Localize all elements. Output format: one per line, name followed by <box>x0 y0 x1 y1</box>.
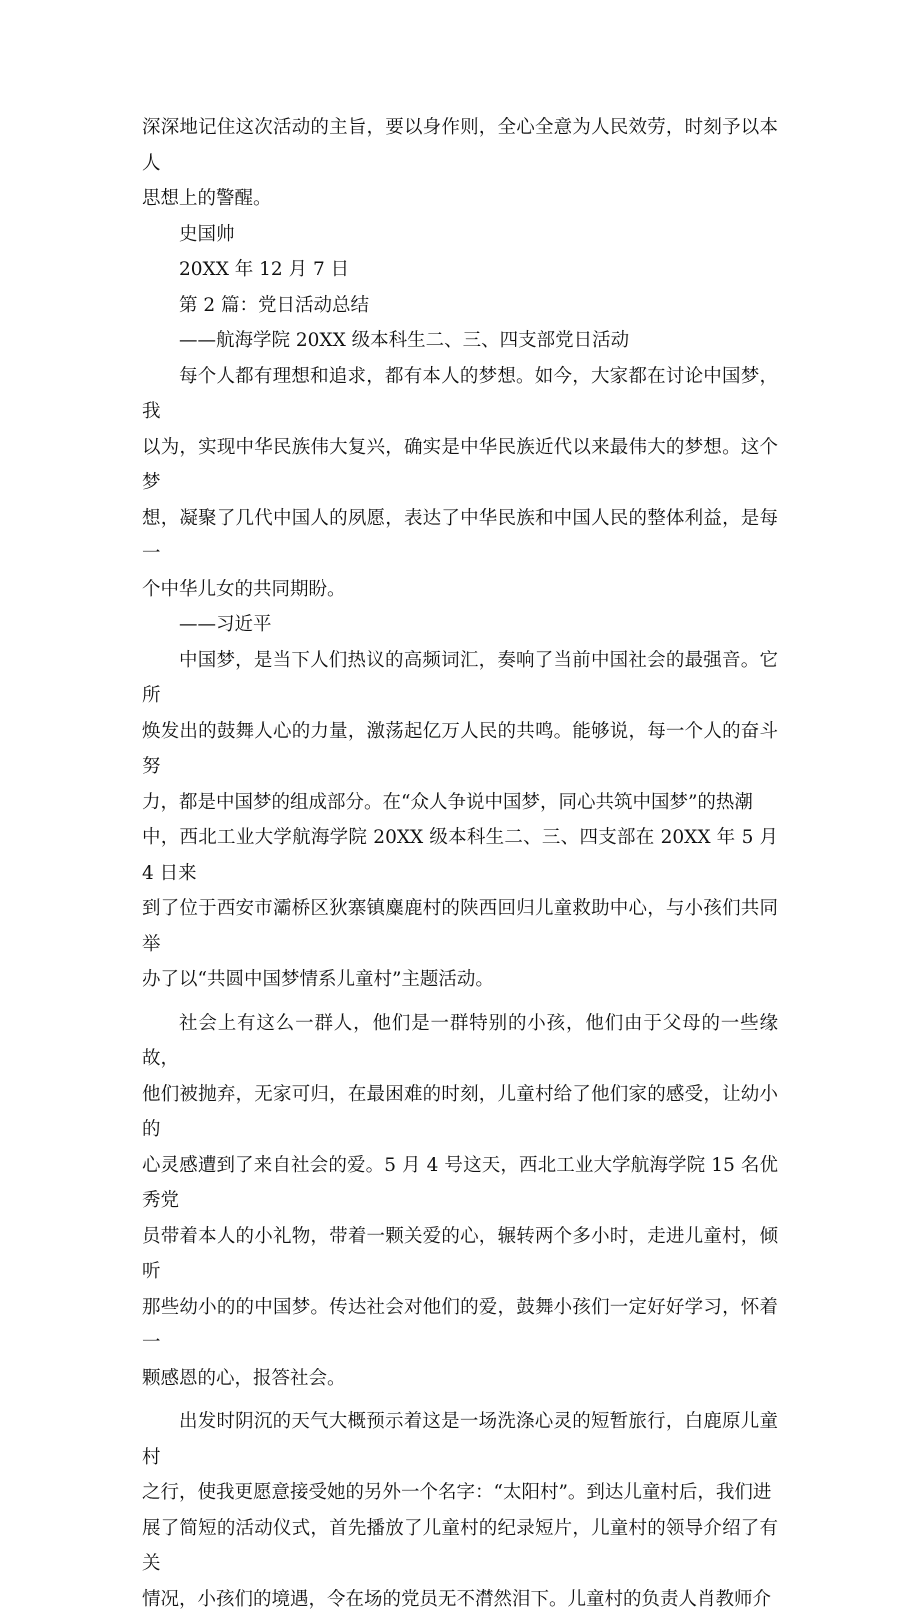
paragraph-gap <box>142 1396 778 1404</box>
paragraph-gap <box>142 998 778 1006</box>
paragraph-quote: 每个人都有理想和追求，都有本人的梦想。如今，大家都在讨论中国梦，我 以为，实现中华民族伟大复兴，确实是中华民族近代以来最伟大的梦想。这个梦 想，凝聚了几代中国人的夙愿，表达了中华民族和中国人民的整体利益，是每一 个中华儿女的共同期盼。 <box>142 365 778 600</box>
quote-author: ——习近平 <box>179 614 272 635</box>
paragraph-society: 社会上有这么一群人，他们是一群特别的小孩，他们由于父母的一些缘故， 他们被抛弃，无家可归，在最困难的时刻，儿童村给了他们家的感受，让幼小的 心灵感遭到了来自社会的爱。5 月 4 号这天，西北工业大学航海学院 15 名优秀党 员带着本人的小礼物，带着一颗关爱的心，辗转两个多小时，走进儿童村，倾听 那些幼小的的中国梦。传达社会对他们的爱，鼓舞小孩们一定好好学习，怀着一 颗感恩的心，报答社会。 <box>142 1012 778 1389</box>
section-title: 第 2 篇：党日活动总结 <box>179 294 370 316</box>
signature-name: 史国帅 <box>179 223 235 245</box>
document-page <box>142 110 778 1617</box>
paragraph-china-dream: 中国梦，是当下人们热议的高频词汇，奏响了当前中国社会的最强音。它所 焕发出的鼓舞人心的力量，激荡起亿万人民的共鸣。能够说，每一个人的奋斗努 力，都是中国梦的组成部分。在“众人争说中国梦，同心共筑中国梦”的热潮 中，西北工业大学航海学院 20XX 级本科生二、三、四支部在 20XX 年 5 月 4 日来 到了位于西安市灞桥区狄寨镇麋鹿村的陕西回归儿童救助中心，与小孩们共同举 办了以“共圆中国梦情系儿童村”主题活动。 <box>142 649 778 990</box>
signature-date: 20XX 年 12 月 7 日 <box>179 259 350 280</box>
paragraph-trip: 出发时阴沉的天气大概预示着这是一场洗涤心灵的短暂旅行，白鹿原儿童村 之行，使我更愿意接受她的另外一个名字：“太阳村”。到达儿童村后，我们进 展了简短的活动仪式，首先播放了儿童村的纪录短片，儿童村的领导介绍了有关 情况，小孩们的境遇，令在场的党员无不潸然泪下。儿童村的负责人肖教师介 <box>142 1411 778 1610</box>
paragraph-continued: 深深地记住这次活动的主旨，要以身作则，全心全意为人民效劳，时刻予以本人 思想上的警醒。 <box>142 117 778 209</box>
section-subtitle: ——航海学院 20XX 级本科生二、三、四支部党日活动 <box>179 330 630 351</box>
